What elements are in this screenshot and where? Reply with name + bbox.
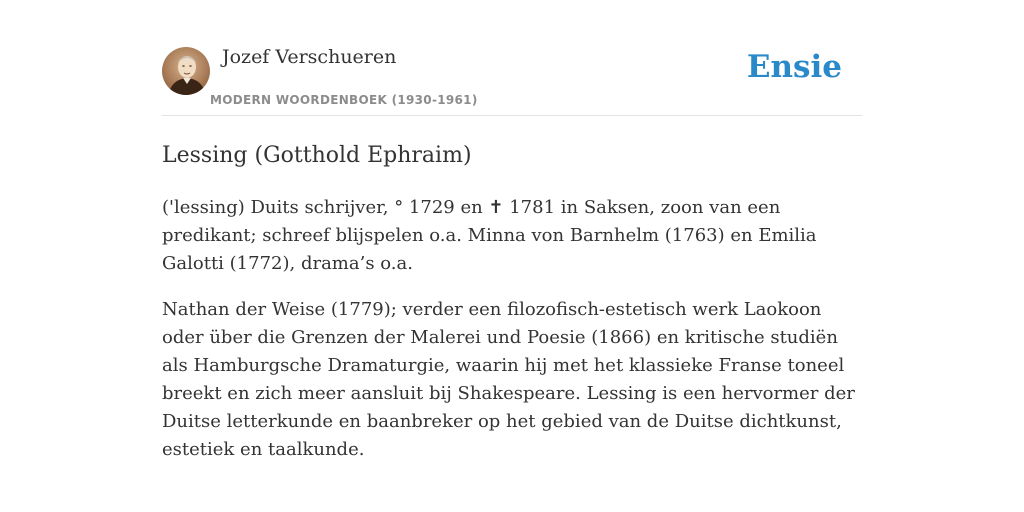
entry-header [162,40,862,116]
entry-paragraph-1: ('lessing) Duits schrijver, ° 1729 en ✝ 1781 in Saksen, zoon van een predikant; schreef blijspelen o.a. Minna von Barnhelm (1763) en Emilia Galotti (1772), drama’s o.a. [162,197,817,274]
entry-title: Lessing (Gotthold Ephraim) [162,143,472,168]
entry-paragraph-2: Nathan der Weise (1779); verder een filozofisch-estetisch werk Laokoon oder über die Grenzen der Malerei und Poesie (1866) en kritische studiën als Hamburgsche Dramaturgie, waarin hij met het klassieke Franse toneel breekt en zich meer aansluit bij Shakespeare. Lessing is een hervormer der Duitse letterkunde en baanbreker op het gebied van de Duitse dichtkunst, estetiek en taalkunde. [162,299,855,460]
brand-logo[interactable]: Ensie [746,49,842,85]
author-avatar[interactable] [162,47,210,95]
source-label[interactable]: MODERN WOORDENBOEK (1930-1961) [210,93,478,107]
entry-card [162,40,862,464]
author-name[interactable]: Jozef Verschueren [222,46,397,68]
portrait-photo-icon [162,47,210,95]
